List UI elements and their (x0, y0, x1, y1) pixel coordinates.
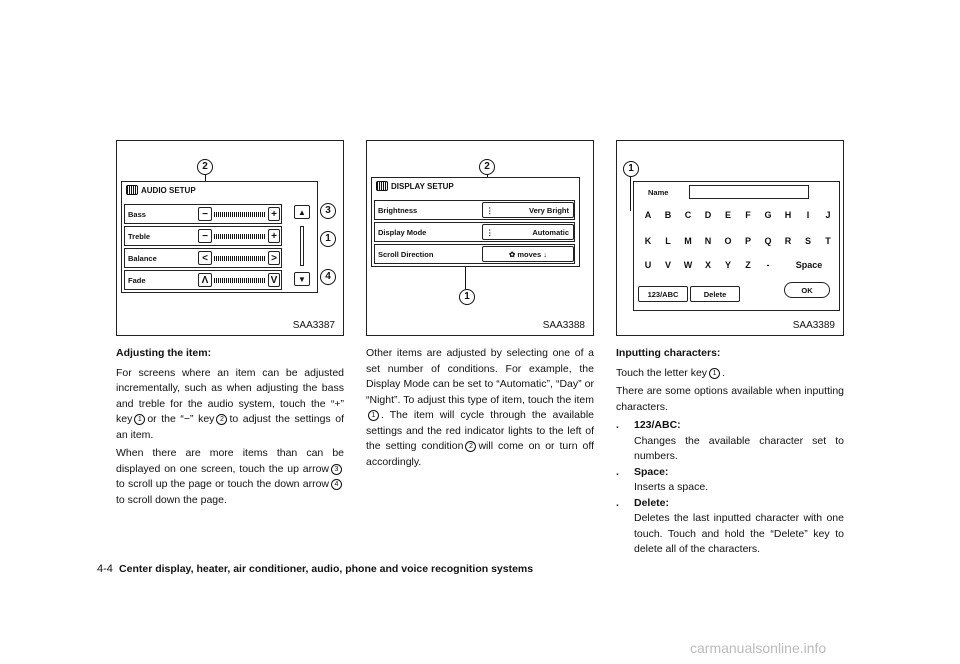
paragraph: Other items are adjusted by selecting one of a set number of conditions. For example, the Display Mode can be set to “Automatic”, “Day” or “Night”. To adjust this type of item, touch the item1 . The item will cycle through the available settings and the red indicator lights to the left of the setting condition 2 will come on or turn off accordingly. (366, 347, 595, 468)
key-g[interactable]: G (764, 210, 772, 220)
column-audio (116, 346, 344, 511)
balance-right-button[interactable]: > (268, 251, 280, 265)
callout-1: 1 (623, 161, 639, 177)
key-c[interactable]: C (684, 210, 692, 220)
page-number: 4-4 (97, 563, 113, 575)
display-setup-screen (371, 177, 580, 267)
indicator-lights: ⋮ (486, 205, 494, 215)
brightness-value[interactable]: ⋮ Very Bright (482, 202, 574, 218)
key-s[interactable]: S (804, 236, 811, 246)
scroll-direction-value[interactable]: ✿ moves ↓ (482, 246, 574, 262)
scrollbar[interactable] (300, 226, 304, 266)
key-k[interactable]: K (644, 236, 652, 246)
list-item: . Space: Inserts a space. (616, 465, 709, 493)
setup-icon (376, 181, 388, 191)
figure-code: SAA3388 (542, 320, 585, 331)
screen-title: AUDIO SETUP (141, 185, 196, 195)
key-hyphen[interactable]: - (766, 260, 770, 270)
bass-plus-button[interactable]: + (268, 207, 280, 221)
key-q[interactable]: Q (764, 236, 772, 246)
key-e[interactable]: E (724, 210, 731, 220)
name-input[interactable] (689, 185, 809, 199)
leader-line (630, 177, 631, 211)
indicator-lights: ⋮ (486, 227, 494, 237)
paragraph: For screens where an item can be adjusted incrementally, such as when adjusting the bass and treble for the audio system, touch the “+” key 1 or the “−” key 2 to adjust the settings of an item. (116, 366, 345, 441)
scroll-icon: ✿ (509, 249, 518, 259)
space-key[interactable]: Space (795, 260, 823, 270)
callout-ref-4: 4 (331, 479, 342, 490)
key-n[interactable]: N (704, 236, 712, 246)
scroll-down-arrow[interactable]: ▼ (294, 272, 310, 286)
key-u[interactable]: U (644, 260, 652, 270)
row-label: Treble (128, 232, 151, 241)
key-m[interactable]: M (684, 236, 692, 246)
arrow-down-icon: ↓ (541, 249, 547, 259)
key-f[interactable]: F (745, 210, 751, 220)
keyboard-screen (633, 181, 840, 311)
balance-level-bar (214, 256, 266, 261)
callout-4: 4 (320, 269, 336, 285)
name-label: Name (648, 188, 669, 197)
callout-3: 3 (320, 203, 336, 219)
fade-rear-button[interactable]: V (268, 273, 280, 287)
treble-plus-button[interactable]: + (268, 229, 280, 243)
row-label: Fade (128, 276, 146, 285)
callout-ref-2: 2 (216, 414, 227, 425)
key-v[interactable]: V (664, 260, 671, 270)
column-display (366, 346, 594, 473)
list-item: . 123/ABC: Changes the available character set to numbers. (616, 419, 844, 462)
callout-2: 2 (479, 159, 495, 175)
fade-front-button[interactable]: Λ (198, 273, 212, 287)
row-label: Scroll Direction (378, 250, 434, 259)
treble-minus-button[interactable]: − (198, 229, 212, 243)
figure-character-input (616, 140, 844, 336)
row-label: Balance (128, 254, 157, 263)
key-l[interactable]: L (665, 236, 671, 246)
treble-level-bar (214, 234, 266, 239)
list-item: . Delete: Deletes the last inputted character with one touch. Touch and hold the “Delete” key to delete all of the characters. (616, 496, 844, 555)
scroll-up-arrow[interactable]: ▲ (294, 205, 310, 219)
balance-left-button[interactable]: < (198, 251, 212, 265)
key-a[interactable]: A (644, 210, 652, 220)
key-o[interactable]: O (724, 236, 732, 246)
figure-code: SAA3389 (792, 320, 835, 331)
row-label: Bass (128, 210, 146, 219)
display-mode-value[interactable]: ⋮ Automatic (482, 224, 574, 240)
key-h[interactable]: H (784, 210, 792, 220)
key-j[interactable]: J (825, 210, 831, 220)
key-i[interactable]: I (806, 210, 810, 220)
callout-2: 2 (197, 159, 213, 175)
callout-ref-1: 1 (709, 368, 720, 379)
row-label: Brightness (378, 206, 418, 215)
key-w[interactable]: W (683, 260, 693, 270)
fade-level-bar (214, 278, 266, 283)
footer-title: Center display, heater, air conditioner, audio, phone and voice recognition systems (119, 563, 534, 575)
key-d[interactable]: D (704, 210, 712, 220)
figure-code: SAA3387 (292, 320, 335, 331)
paragraph: There are some options available when inputting characters. (616, 385, 844, 413)
paragraph: When there are more items than can be displayed on one screen, touch the up arrow 3to scroll up the page or touch the down arrow 4to scroll down the page. (116, 447, 344, 506)
section-heading: Inputting characters: (616, 347, 721, 359)
callout-1: 1 (459, 289, 475, 305)
figure-display-setup (366, 140, 594, 336)
key-r[interactable]: R (784, 236, 792, 246)
callout-ref-1: 1 (368, 410, 379, 421)
section-heading: Adjusting the item: (116, 347, 212, 359)
page-footer (97, 563, 533, 575)
char-set-button[interactable]: 123/ABC (638, 286, 688, 302)
screen-title: DISPLAY SETUP (391, 181, 454, 191)
callout-1: 1 (320, 231, 336, 247)
key-x[interactable]: X (704, 260, 711, 270)
row-label: Display Mode (378, 228, 427, 237)
callout-ref-2: 2 (465, 441, 476, 452)
paragraph: Touch the letter key 1 . (616, 366, 725, 379)
column-input (616, 346, 844, 558)
setup-icon (126, 185, 138, 195)
callout-ref-3: 3 (331, 464, 342, 475)
key-y[interactable]: Y (724, 260, 731, 270)
key-z[interactable]: Z (745, 260, 751, 270)
audio-setup-screen (121, 181, 318, 293)
delete-button[interactable]: Delete (690, 286, 740, 302)
callout-ref-1: 1 (134, 414, 145, 425)
key-p[interactable]: P (744, 236, 751, 246)
ok-button[interactable]: OK (784, 282, 830, 298)
bass-minus-button[interactable]: − (198, 207, 212, 221)
key-b[interactable]: B (664, 210, 672, 220)
key-t[interactable]: T (825, 236, 831, 246)
watermark: carmanualsonline.info (690, 640, 827, 656)
figure-audio-setup (116, 140, 344, 336)
bass-level-bar (214, 212, 266, 217)
